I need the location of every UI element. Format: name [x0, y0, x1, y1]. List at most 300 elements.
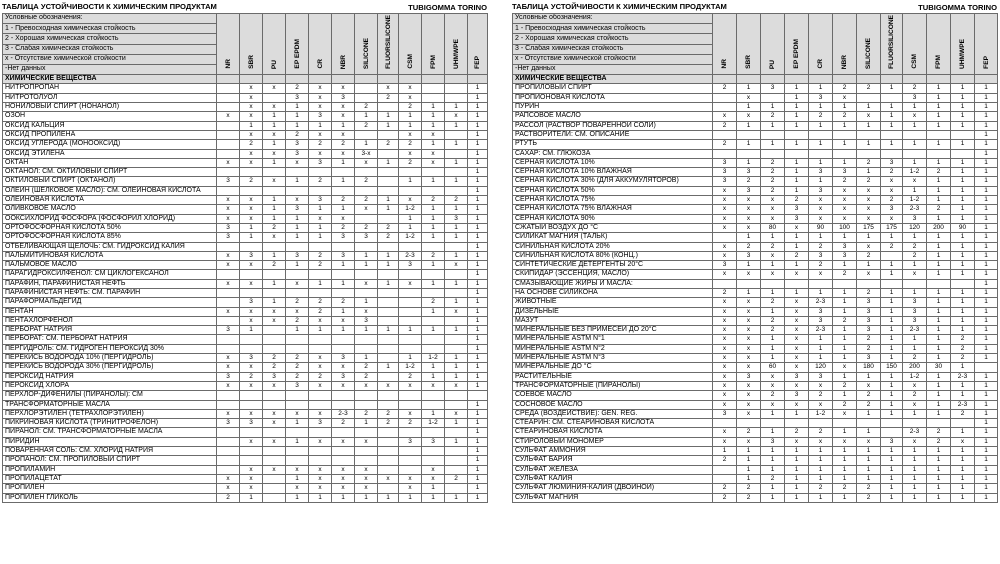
rating-cell: [881, 419, 903, 428]
chemical-name: НИТРОТОЛУОЛ: [3, 93, 217, 102]
table-row: [513, 419, 998, 428]
rating-cell: x: [355, 474, 378, 483]
rating-cell: [399, 344, 422, 353]
rating-cell: 1: [378, 121, 399, 130]
rating-cell: 1: [857, 168, 881, 177]
rating-cell: 1: [809, 158, 833, 167]
chemical-name: СУЛЬФАТ ЛЮМИНИЯ-КАЛИЯ (ДВОЙНОЙ): [513, 484, 713, 493]
rating-cell: 2: [833, 177, 857, 186]
rating-cell: 2: [737, 242, 761, 251]
rating-cell: [761, 130, 785, 139]
rating-cell: 3: [713, 177, 737, 186]
rating-cell: x: [785, 437, 809, 446]
rating-cell: 2: [833, 112, 857, 121]
rating-cell: 2: [761, 242, 785, 251]
chemical-name: ОКТАН: [3, 158, 217, 167]
rating-cell: 1: [927, 177, 951, 186]
rating-cell: 3: [857, 298, 881, 307]
chemical-name: ПАРАФОРМАЛЬДЕГИД: [3, 298, 217, 307]
rating-cell: 3: [809, 93, 833, 102]
rating-cell: [332, 270, 355, 279]
rating-cell: 2: [378, 140, 399, 149]
rating-cell: [903, 279, 927, 288]
rating-cell: 1: [857, 409, 881, 418]
chemical-name: ОЛИВКОВОЕ МАСЛО: [3, 205, 217, 214]
rating-cell: [399, 288, 422, 297]
rating-cell: 1: [761, 140, 785, 149]
rating-cell: 3: [217, 419, 240, 428]
rating-cell: 1: [833, 428, 857, 437]
column-header-label: SBR: [247, 54, 255, 69]
rating-cell: [857, 279, 881, 288]
rating-cell: x: [809, 381, 833, 390]
rating-cell: x: [309, 130, 332, 139]
rating-cell: 1: [975, 372, 998, 381]
rating-cell: 1: [903, 344, 927, 353]
rating-cell: 1: [927, 344, 951, 353]
chemical-name: СТИРОЛОВЫЙ МОНОМЕР: [513, 437, 713, 446]
rating-cell: [761, 149, 785, 158]
rating-cell: 2: [737, 428, 761, 437]
legend-line: -Нет данных: [3, 64, 217, 74]
rating-cell: x: [217, 251, 240, 260]
rating-cell: 2: [833, 316, 857, 325]
rating-cell: 2-3: [809, 326, 833, 335]
table-row: [513, 363, 998, 372]
rating-cell: 1: [240, 326, 263, 335]
rating-cell: 1: [468, 372, 488, 381]
rating-cell: x: [263, 381, 286, 390]
rating-cell: 3: [332, 93, 355, 102]
rating-cell: [263, 288, 286, 297]
rating-cell: 2: [951, 354, 975, 363]
chemical-name: СИЛИКАТ МАГНИЯ (ТАЛЬК): [513, 233, 713, 242]
rating-cell: x: [737, 335, 761, 344]
rating-cell: 1: [445, 103, 468, 112]
rating-cell: x: [713, 391, 737, 400]
rating-cell: 1: [399, 112, 422, 121]
rating-cell: x: [240, 363, 263, 372]
rating-cell: 1: [761, 428, 785, 437]
rating-cell: x: [737, 409, 761, 418]
rating-cell: 1: [857, 465, 881, 474]
page-right: [512, 0, 997, 564]
rating-cell: 1: [975, 130, 998, 139]
rating-cell: 2-3: [399, 251, 422, 260]
rating-cell: 1: [975, 391, 998, 400]
section-title: ХИМИЧЕСКИЕ ВЕЩЕСТВА: [3, 75, 217, 84]
table-row: [513, 251, 998, 260]
rating-cell: x: [422, 149, 445, 158]
rating-cell: 1: [951, 447, 975, 456]
rating-cell: x: [713, 326, 737, 335]
rating-cell: x: [833, 93, 857, 102]
rating-cell: x: [761, 205, 785, 214]
rating-cell: 1: [903, 288, 927, 297]
rating-cell: x: [713, 335, 737, 344]
rating-cell: 1: [927, 307, 951, 316]
rating-cell: 3: [217, 223, 240, 232]
table-row: [513, 354, 998, 363]
table-row: [513, 121, 998, 130]
table-row: [3, 288, 488, 297]
table-row: [3, 354, 488, 363]
rating-cell: [263, 93, 286, 102]
rating-cell: 1: [468, 456, 488, 465]
rating-cell: x: [399, 279, 422, 288]
rating-cell: 3: [309, 419, 332, 428]
rating-cell: 1: [951, 112, 975, 121]
rating-cell: 2: [355, 223, 378, 232]
rating-cell: 1: [951, 381, 975, 390]
rating-cell: x: [309, 465, 332, 474]
rating-cell: x: [761, 196, 785, 205]
table-row: [513, 158, 998, 167]
rating-cell: 2: [833, 484, 857, 493]
rating-cell: 1: [468, 270, 488, 279]
rating-cell: 1: [445, 177, 468, 186]
table-row: [513, 307, 998, 316]
rating-cell: [286, 242, 309, 251]
rating-cell: x: [737, 270, 761, 279]
rating-cell: x: [903, 270, 927, 279]
rating-cell: 3: [857, 307, 881, 316]
rating-cell: [286, 168, 309, 177]
table-row: [3, 121, 488, 130]
rating-cell: 1: [445, 493, 468, 502]
rating-cell: 1: [378, 158, 399, 167]
rating-cell: [378, 437, 399, 446]
rating-cell: 1: [445, 354, 468, 363]
rating-cell: [422, 428, 445, 437]
rating-cell: 1: [761, 493, 785, 502]
rating-cell: 100: [833, 223, 857, 232]
rating-cell: [378, 270, 399, 279]
rating-cell: 1: [785, 140, 809, 149]
table-row: [3, 344, 488, 353]
rating-cell: 1: [286, 177, 309, 186]
rating-cell: x: [422, 130, 445, 139]
table-row: [513, 233, 998, 242]
rating-cell: [399, 316, 422, 325]
rating-cell: 2: [903, 84, 927, 93]
table-row: [3, 316, 488, 325]
rating-cell: x: [445, 261, 468, 270]
table-row: [3, 140, 488, 149]
table-row: [3, 437, 488, 446]
rating-cell: x: [332, 149, 355, 158]
table-row: [3, 186, 488, 195]
rating-cell: 1: [399, 214, 422, 223]
rating-cell: x: [737, 214, 761, 223]
rating-cell: [217, 103, 240, 112]
rating-cell: 1: [951, 186, 975, 195]
rating-cell: 1: [422, 363, 445, 372]
table-row: [513, 242, 998, 251]
rating-cell: [422, 447, 445, 456]
rating-cell: 1: [468, 335, 488, 344]
rating-cell: 2-3: [903, 428, 927, 437]
rating-cell: x: [737, 223, 761, 232]
table-row: [513, 214, 998, 223]
rating-cell: x: [217, 261, 240, 270]
rating-cell: 3: [785, 391, 809, 400]
table-row: [3, 363, 488, 372]
legend-line: 3 - Слабая химическая стойкость: [513, 44, 713, 54]
rating-cell: x: [737, 400, 761, 409]
rating-cell: x: [286, 279, 309, 288]
rating-cell: [903, 130, 927, 139]
rating-cell: 3: [833, 168, 857, 177]
rating-cell: x: [309, 363, 332, 372]
rating-cell: 1: [286, 121, 309, 130]
rating-cell: x: [399, 84, 422, 93]
rating-cell: [737, 149, 761, 158]
rating-cell: [355, 186, 378, 195]
rating-cell: 1: [468, 363, 488, 372]
rating-cell: [263, 335, 286, 344]
rating-cell: x: [445, 112, 468, 121]
chemical-name: РАСТВОРИТЕЛИ: СМ. ОПИСАНИЕ: [513, 130, 713, 139]
rating-cell: 2: [309, 307, 332, 316]
rating-cell: x: [355, 465, 378, 474]
rating-cell: x: [833, 214, 857, 223]
rating-cell: 1: [468, 186, 488, 195]
rating-cell: 1: [445, 158, 468, 167]
rating-cell: 1: [263, 196, 286, 205]
rating-cell: 1: [785, 112, 809, 121]
rating-cell: 1: [881, 381, 903, 390]
column-header-label: FPM: [935, 54, 942, 69]
rating-cell: [217, 168, 240, 177]
rating-cell: [355, 93, 378, 102]
rating-cell: [378, 288, 399, 297]
rating-cell: 1: [468, 103, 488, 112]
rating-cell: [761, 279, 785, 288]
rating-cell: 180: [857, 363, 881, 372]
column-header: [833, 14, 857, 75]
rating-cell: x: [785, 335, 809, 344]
rating-cell: [737, 279, 761, 288]
legend-line: Условные обозначения:: [3, 14, 217, 24]
rating-cell: 1: [809, 335, 833, 344]
chemical-name: ООКСИХЛОРИД ФОСФОРА (ФОСФОРИЛ ХЛОРИД): [3, 214, 217, 223]
chemical-name: РАССОЛ (РАСТВОР ПОВАРЕННОЙ СОЛИ): [513, 121, 713, 130]
rating-cell: 1: [785, 288, 809, 297]
table-row: [513, 205, 998, 214]
rating-cell: [399, 447, 422, 456]
rating-cell: 3: [737, 168, 761, 177]
rating-cell: [857, 93, 881, 102]
rating-cell: 1: [468, 288, 488, 297]
rating-cell: [217, 186, 240, 195]
rating-cell: 1: [332, 205, 355, 214]
rating-cell: 1: [951, 474, 975, 483]
rating-cell: 1: [785, 121, 809, 130]
rating-cell: x: [785, 354, 809, 363]
rating-cell: [309, 456, 332, 465]
chemical-name: ТРАНСФОРМАТОРНЫЕ МАСЛА: [3, 400, 217, 409]
table-row: [513, 447, 998, 456]
rating-cell: 2: [761, 326, 785, 335]
rating-cell: 1: [737, 140, 761, 149]
table-row: [3, 158, 488, 167]
rating-cell: x: [217, 196, 240, 205]
rating-cell: 1: [422, 140, 445, 149]
rating-cell: [737, 130, 761, 139]
legend-line: 1 - Превосходная химическая стойкость: [513, 24, 713, 34]
rating-cell: [445, 130, 468, 139]
rating-cell: 1: [881, 447, 903, 456]
rating-cell: 2: [286, 363, 309, 372]
rating-cell: x: [286, 307, 309, 316]
rating-cell: 1: [445, 363, 468, 372]
rating-cell: 1: [422, 279, 445, 288]
column-header: [975, 14, 998, 75]
rating-cell: 3-x: [355, 149, 378, 158]
rating-cell: 1: [833, 456, 857, 465]
rating-cell: 3: [240, 354, 263, 363]
rating-cell: [951, 419, 975, 428]
rating-cell: x: [399, 196, 422, 205]
rating-cell: [378, 484, 399, 493]
rating-cell: [422, 93, 445, 102]
rating-cell: [286, 428, 309, 437]
table-row: [3, 391, 488, 400]
rating-cell: [378, 372, 399, 381]
rating-cell: 1: [927, 288, 951, 297]
rating-cell: [785, 419, 809, 428]
rating-cell: 1: [761, 233, 785, 242]
rating-cell: 1: [737, 447, 761, 456]
rating-cell: [445, 391, 468, 400]
chemical-name: ОКСИД УГЛЕРОДА (МОНООКСИД): [3, 140, 217, 149]
rating-cell: 1: [445, 298, 468, 307]
rating-cell: 3: [881, 205, 903, 214]
table-row: [3, 233, 488, 242]
rating-cell: [378, 149, 399, 158]
table-row: [3, 242, 488, 251]
rating-cell: 1: [951, 168, 975, 177]
chemical-name: ОЛЕИН (ШЕЛКОВОЕ МАСЛО): СМ. ОЛЕИНОВАЯ КИСЛОТА: [3, 186, 217, 195]
page-left: [2, 0, 487, 564]
legend-line: 2 - Хорошая химическая стойкость: [3, 34, 217, 44]
rating-cell: [713, 465, 737, 474]
rating-cell: 3: [399, 261, 422, 270]
rating-cell: x: [833, 363, 857, 372]
table-row: [513, 484, 998, 493]
rating-cell: 1: [286, 214, 309, 223]
rating-cell: 1: [468, 140, 488, 149]
rating-cell: 2: [857, 391, 881, 400]
table-row: [3, 112, 488, 121]
section-title: ХИМИЧЕСКИЕ ВЕЩЕСТВА: [513, 75, 713, 84]
rating-cell: 1: [881, 391, 903, 400]
rating-cell: x: [737, 437, 761, 446]
rating-cell: 1: [422, 307, 445, 316]
rating-cell: x: [761, 372, 785, 381]
rating-cell: x: [309, 437, 332, 446]
chemical-name: ОРТОФОСФОРНАЯ КИСЛОТА 50%: [3, 223, 217, 232]
rating-cell: 2-3: [332, 409, 355, 418]
rating-cell: 1: [881, 140, 903, 149]
rating-cell: [399, 242, 422, 251]
rating-cell: 1-2: [422, 419, 445, 428]
rating-cell: 1: [903, 484, 927, 493]
rating-cell: [445, 84, 468, 93]
rating-cell: 3: [761, 437, 785, 446]
rating-cell: 1: [332, 158, 355, 167]
column-header-label: FLUORSILICONE: [384, 15, 392, 69]
rating-cell: x: [240, 214, 263, 223]
chemical-name: МАЗУТ: [513, 316, 713, 325]
rating-cell: 1: [833, 354, 857, 363]
rating-cell: x: [857, 214, 881, 223]
rating-cell: 1: [975, 437, 998, 446]
rating-cell: 3: [240, 298, 263, 307]
chemical-name: ПИРИДИН: [3, 437, 217, 446]
chemical-name: СУЛЬФАТ МАГНИЯ: [513, 493, 713, 502]
rating-cell: x: [422, 158, 445, 167]
rating-cell: [378, 391, 399, 400]
rating-cell: 1: [833, 493, 857, 502]
table-row: [3, 84, 488, 93]
rating-cell: 1: [468, 279, 488, 288]
table-row: [513, 130, 998, 139]
rating-cell: [286, 456, 309, 465]
rating-cell: 1: [378, 112, 399, 121]
rating-cell: [445, 149, 468, 158]
rating-cell: x: [785, 316, 809, 325]
rating-cell: [217, 400, 240, 409]
rating-cell: 3: [332, 372, 355, 381]
rating-cell: 1: [761, 288, 785, 297]
rating-cell: 2: [399, 158, 422, 167]
rating-cell: 1: [951, 233, 975, 242]
rating-cell: x: [809, 400, 833, 409]
table-row: [3, 279, 488, 288]
rating-cell: 1: [833, 288, 857, 297]
table-row: [3, 103, 488, 112]
rating-cell: [240, 168, 263, 177]
rating-cell: 3: [286, 205, 309, 214]
rating-cell: 3: [833, 251, 857, 260]
rating-cell: 1: [445, 223, 468, 232]
rating-cell: 2: [857, 251, 881, 260]
rating-cell: [309, 168, 332, 177]
section-cell: [422, 75, 445, 84]
table-row: [513, 400, 998, 409]
rating-cell: 1: [286, 437, 309, 446]
rating-cell: 90: [951, 223, 975, 232]
rating-cell: 1: [422, 223, 445, 232]
rating-cell: [927, 130, 951, 139]
rating-cell: 1: [761, 103, 785, 112]
section-cell: [761, 75, 785, 84]
rating-cell: [263, 168, 286, 177]
table-row: [513, 84, 998, 93]
rating-cell: 1: [927, 326, 951, 335]
rating-cell: 1: [263, 112, 286, 121]
rating-cell: 2: [737, 484, 761, 493]
rating-cell: [332, 344, 355, 353]
rating-cell: 2: [951, 344, 975, 353]
rating-cell: x: [785, 223, 809, 232]
column-header-label: FLUORSILICONE: [888, 15, 895, 69]
rating-cell: 1: [903, 140, 927, 149]
rating-cell: 2: [951, 409, 975, 418]
rating-cell: [263, 428, 286, 437]
